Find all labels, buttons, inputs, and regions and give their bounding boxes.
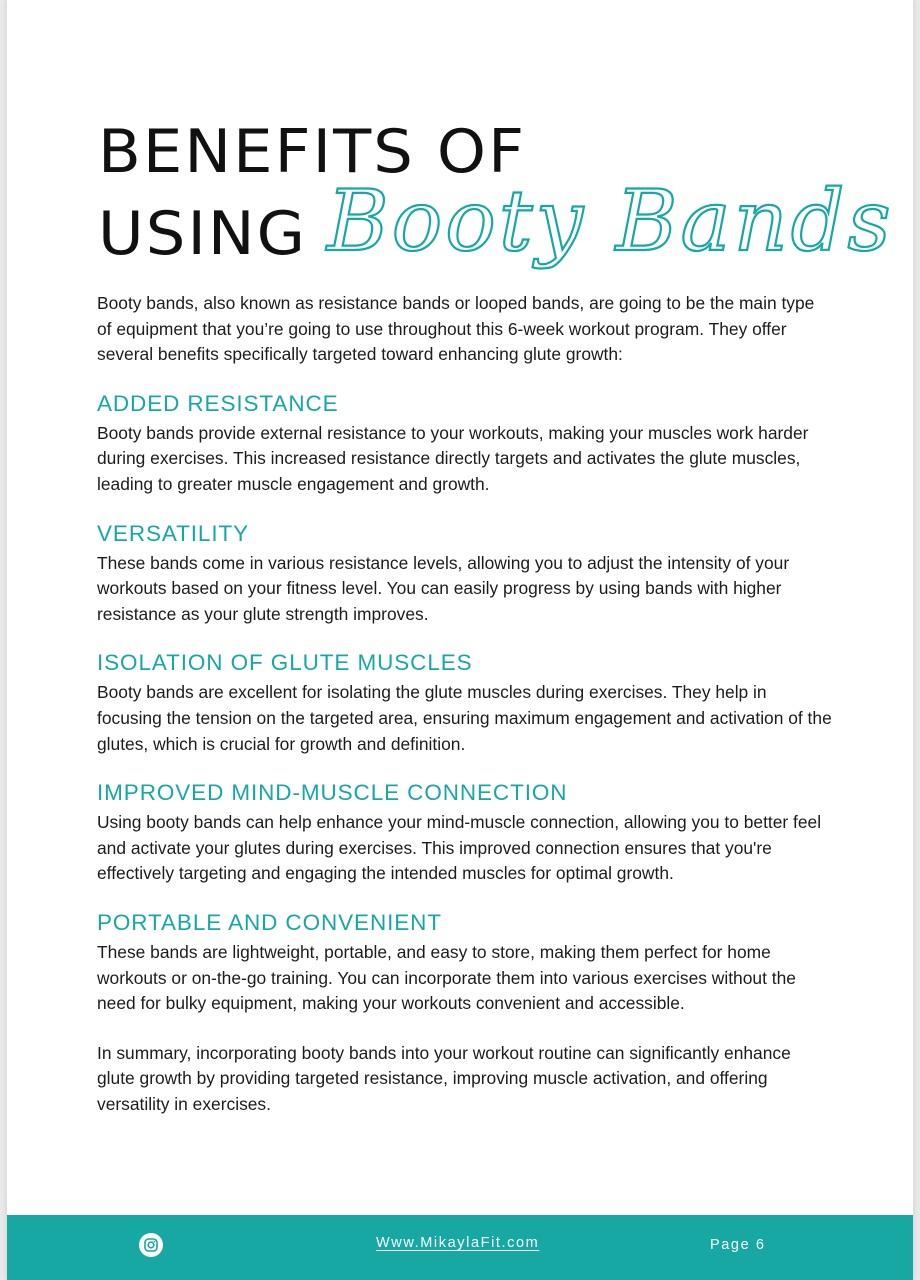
section-body: These bands come in various resistance levels, allowing you to adjust the intensity of your workouts based on your fitness level. You can easily progress by using bands with higher resistance as your glute strength improves. [97,552,790,624]
page-number: Page 6 [710,1237,766,1253]
instagram-icon[interactable] [139,1233,163,1257]
section-heading: ISOLATION OF GLUTE MUSCLES [97,650,473,676]
section-heading: PORTABLE AND CONVENIENT [97,909,442,935]
section-added-resistance [97,390,832,498]
instagram-glyph [144,1238,158,1252]
website-link[interactable]: Www.MikaylaFit.com [376,1235,540,1251]
section-portable [97,909,832,1017]
section-mind-muscle [97,779,832,887]
main-content [97,291,832,1117]
title-line-1: BENEFITS OF [98,117,527,187]
section-body: Booty bands are excellent for isolating the glute muscles during exercises. They help in focusing the tension on the targeted area, ensuring maximum engagement and activation of the glutes, which is crucial for growth and definition. [97,682,832,754]
section-isolation [97,649,832,757]
script-title [323,164,894,294]
section-heading: VERSATILITY [97,520,250,546]
section-body: Using booty bands can help enhance your mind-muscle connection, allowing you to better feel and activate your glutes during exercises. This improved connection ensures that you're effectively targeting and engaging the intended muscles for optimal growth. [97,812,822,884]
intro-paragraph: Booty bands, also known as resistance bands or looped bands, are going to be the main type of equipment that you’re going to use throughout this 6-week workout program. They offer several benefits specifically targeted toward enhancing glute growth: [97,293,815,365]
page-title [98,116,894,296]
section-heading: ADDED RESISTANCE [97,390,339,416]
section-body: These bands are lightweight, portable, and easy to store, making them perfect for home workouts or on-the-go training. You can incorporate them into various exercises without the need for bulky equipment, making your workouts convenient and accessible. [97,941,796,1014]
document-page [7,0,913,1280]
section-heading: IMPROVED MIND-MUSCLE CONNECTION [97,780,568,806]
script-title-text: Booty Bands [327,172,894,270]
title-line-2: USING [98,199,308,269]
section-body: Booty bands provide external resistance to your workouts, making your muscles work harder during exercises. This increased resistance directly targets and activates the glute muscles, leading to greater muscle engagement and growth. [97,422,809,494]
summary-paragraph: In summary, incorporating booty bands into your workout routine can significantly enhance glute growth by providing targeted resistance, improving muscle activation, and offering versatility in exercises. [97,1042,791,1114]
section-versatility [97,520,832,628]
footer-bar [7,1215,913,1280]
